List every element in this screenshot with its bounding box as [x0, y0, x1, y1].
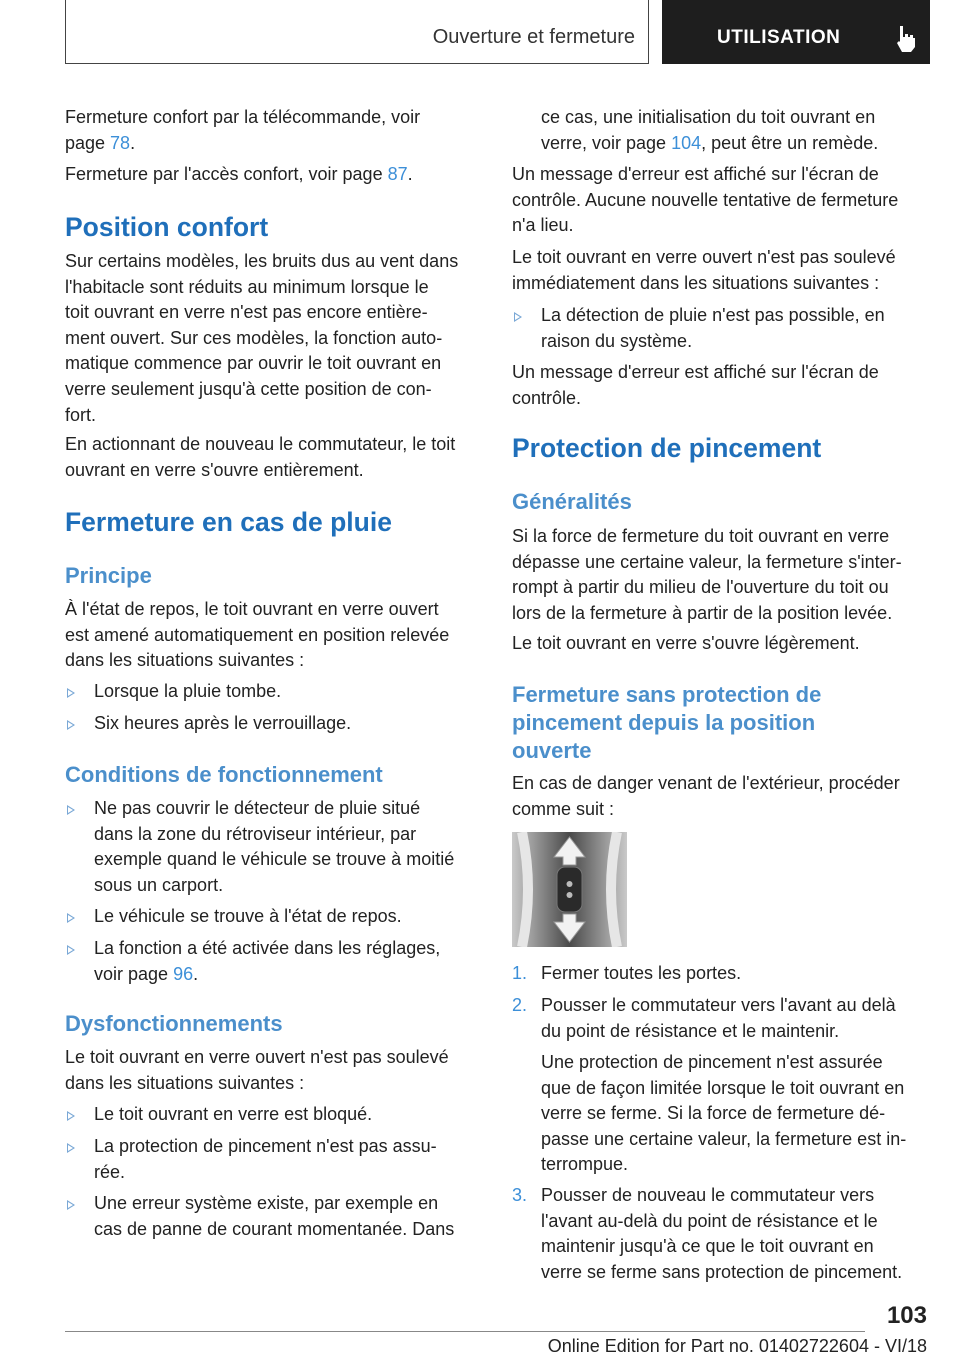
list-item-text: , peut être un remède. [701, 132, 879, 153]
heading-malfunctions: Dysfonctionnements [65, 1011, 283, 1036]
paragraph-general-2 [512, 631, 932, 657]
text-line: dépasse une certaine valeur, la fermeture s'inter- [512, 551, 902, 572]
bullet-triangle-icon [67, 1111, 75, 1121]
bullet-triangle-icon [67, 805, 75, 815]
heading-line: Fermeture sans protection de [512, 682, 822, 707]
page-number: 103 [886, 1302, 927, 1329]
step-text: Pousser de nouveau le commutateur vers [541, 1185, 875, 1205]
text-line: ment ouvert. Sur ces modèles, la fonction auto- [65, 327, 443, 348]
heading-general: Généralités [512, 489, 632, 514]
switch-photo [512, 832, 627, 947]
step-text: terrompue. [541, 1154, 629, 1175]
text-line: Si la force de fermeture du toit ouvrant en verre [512, 526, 890, 546]
page-link-96[interactable]: 96 [173, 963, 194, 984]
list-item-text: voir page [94, 963, 174, 984]
step-text: Une protection de pincement n'est assurée [541, 1052, 883, 1072]
list-item [65, 1134, 485, 1185]
step-text: que de façon limitée lorsque le toit ouvrant en [541, 1077, 905, 1098]
paragraph-error-1 [512, 162, 932, 239]
hand-pointing-icon [894, 24, 918, 54]
step-number: 3. [512, 1185, 528, 1205]
paragraph-general [512, 524, 932, 626]
heading-position-confort: Position confort [65, 212, 269, 242]
paragraph-malfunctions [65, 1045, 485, 1096]
list-item [65, 679, 485, 705]
list-item [512, 303, 932, 354]
list-item-text: cas de panne de courant momentanée. Dans [94, 1218, 455, 1239]
text-line: À l'état de repos, le toit ouvrant en verre ouvert [65, 599, 439, 619]
text-line: contrôle. Aucune nouvelle tentative de fermeture [512, 189, 899, 210]
list-item [65, 796, 485, 898]
heading-line: ouverte [512, 738, 592, 763]
list-item-text: Une erreur système existe, par exemple en [94, 1193, 439, 1213]
list-item-text: Ne pas couvrir le détecteur de pluie situé [94, 798, 421, 818]
list-item-text: raison du système. [541, 330, 693, 351]
list-item-text: La protection de pincement n'est pas assu- [94, 1136, 437, 1156]
paragraph-position [65, 249, 485, 428]
step-text: Fermer toutes les portes. [541, 963, 742, 983]
text-line: dans les situations suivantes : [65, 650, 305, 671]
text-line: toit ouvrant en verre n'est pas encore entière- [65, 302, 428, 323]
step-text: verre se ferme. Si la force de fermeture dé- [541, 1103, 886, 1124]
text-line: Le toit ouvrant en verre s'ouvre légèrement. [512, 633, 860, 653]
bullet-triangle-icon [67, 720, 75, 730]
step-text: verre se ferme sans protection de pincement. [541, 1261, 903, 1282]
step-text: Pousser le commutateur vers l'avant au delà [541, 995, 896, 1015]
text-line: immédiatement dans les situations suivantes : [512, 272, 880, 293]
footer-divider [65, 1331, 865, 1332]
step-3 [512, 1183, 932, 1285]
chapter-label: UTILISATION [717, 27, 841, 48]
heading-close-without-pinch [512, 681, 821, 765]
paragraph-danger [512, 771, 932, 822]
section-title: Ouverture et fermeture [432, 26, 635, 48]
page-link-87[interactable]: 87 [387, 164, 408, 184]
list-item-text: Lorsque la pluie tombe. [94, 681, 282, 701]
list-item-text: verre, voir page [541, 132, 672, 153]
roof-switch-image [512, 832, 627, 947]
step-2 [512, 993, 932, 1044]
bullet-triangle-icon [67, 1143, 75, 1153]
text-line: fort. [65, 404, 97, 425]
list-item [65, 1102, 485, 1128]
text-line: Le toit ouvrant en verre ouvert n'est pas soulevé [65, 1047, 449, 1067]
list-item-text: Six heures après le verrouillage. [94, 713, 352, 733]
text-line: dans les situations suivantes : [65, 1072, 305, 1093]
text-line: est amené automatiquement en position relevée [65, 624, 450, 645]
list-item-text: Le toit ouvrant en verre est bloqué. [94, 1104, 373, 1124]
text-line: lors de la fermeture à partir de la position levée. [512, 602, 893, 623]
text-line: Sur certains modèles, les bruits dus au vent dans [65, 251, 459, 271]
text-line: contrôle. [512, 387, 582, 408]
list-item-text: sous un carport. [94, 874, 224, 895]
bullet-triangle-icon [67, 688, 75, 698]
step-2-note [512, 1050, 932, 1178]
heading-rain-close: Fermeture en cas de pluie [65, 507, 392, 537]
step-text: passe une certaine valeur, la fermeture est in- [541, 1128, 907, 1149]
list-item [65, 904, 485, 930]
text-line: n'a lieu. [512, 215, 574, 236]
step-text: l'avant au-delà du point de résistance et le [541, 1210, 878, 1231]
list-item-text: exemple quand le véhicule se trouve à moitié [94, 849, 455, 870]
text-line: matique commence par ouvrir le toit ouvrant en [65, 353, 442, 374]
chapter-tab [662, 0, 930, 64]
bullet-triangle-icon [67, 913, 75, 923]
list-item [65, 711, 485, 737]
bullet-triangle-icon [67, 1200, 75, 1210]
step-1 [512, 961, 932, 987]
paragraph-remote-close: Fermeture confort par la télécommande, voir page 78. [65, 107, 421, 153]
paragraph-principle [65, 597, 485, 674]
bullet-triangle-icon [514, 312, 522, 322]
list-item-text: La détection de pluie n'est pas possible, en [541, 305, 885, 325]
heading-principle: Principe [65, 563, 152, 588]
list-item: La fonction a été activée dans les réglages, voir page 96. [65, 936, 485, 987]
text-line: Un message d'erreur est affiché sur l'écran de [512, 362, 879, 382]
page-link-104[interactable]: 104 [671, 132, 702, 153]
list-item-text: ce cas, une initialisation du toit ouvrant en [541, 107, 876, 127]
text-line: page [65, 132, 111, 153]
step-text: du point de résistance et le maintenir. [541, 1020, 840, 1041]
list-item-continuation [512, 105, 932, 156]
text-line: comme suit : [512, 798, 615, 819]
text-line: verre seulement jusqu'à cette position de con- [65, 378, 432, 399]
paragraph-not-raised [512, 245, 932, 296]
heading-conditions: Conditions de fonctionnement [65, 762, 383, 787]
text-line: rompt à partir du milieu de l'ouverture du toit ou [512, 577, 889, 598]
paragraph-error-2 [512, 360, 932, 411]
paragraph-position-2 [65, 432, 485, 483]
list-item-text: La fonction a été activée dans les réglages, [94, 938, 441, 958]
heading-line: pincement depuis la position [512, 710, 816, 735]
step-number: 1. [512, 963, 528, 983]
text-line: ouvrant en verre s'ouvre entièrement. [65, 459, 364, 480]
text-line: En actionnant de nouveau le commutateur, le toit [65, 434, 456, 454]
list-item-text: rée. [94, 1161, 126, 1182]
step-number: 2. [512, 995, 528, 1015]
text-line: En cas de danger venant de l'extérieur, procéder [512, 773, 900, 793]
list-item-text: Le véhicule se trouve à l'état de repos. [94, 906, 402, 926]
text-line: Fermeture par l'accès confort, voir page [65, 164, 388, 184]
bullet-triangle-icon [67, 945, 75, 955]
list-item [65, 1191, 485, 1242]
heading-pinch-protection: Protection de pincement [512, 433, 822, 463]
step-text: maintenir jusqu'à ce que le toit ouvrant en [541, 1236, 874, 1257]
text-line: l'habitacle sont réduits au minimum lorsque le [65, 276, 429, 297]
text-line: Le toit ouvrant en verre ouvert n'est pas soulevé [512, 247, 896, 267]
text-line: Fermeture confort par la télécommande, voir [65, 107, 421, 127]
text-line: Un message d'erreur est affiché sur l'écran de [512, 164, 879, 184]
page-link-78[interactable]: 78 [110, 132, 131, 153]
edition-footer: Online Edition for Part no. 01402722604 - VI/18 [547, 1336, 927, 1356]
paragraph-comfort-access: Fermeture par l'accès confort, voir page 87. [65, 164, 413, 184]
list-item-text: dans la zone du rétroviseur intérieur, par [94, 823, 417, 844]
